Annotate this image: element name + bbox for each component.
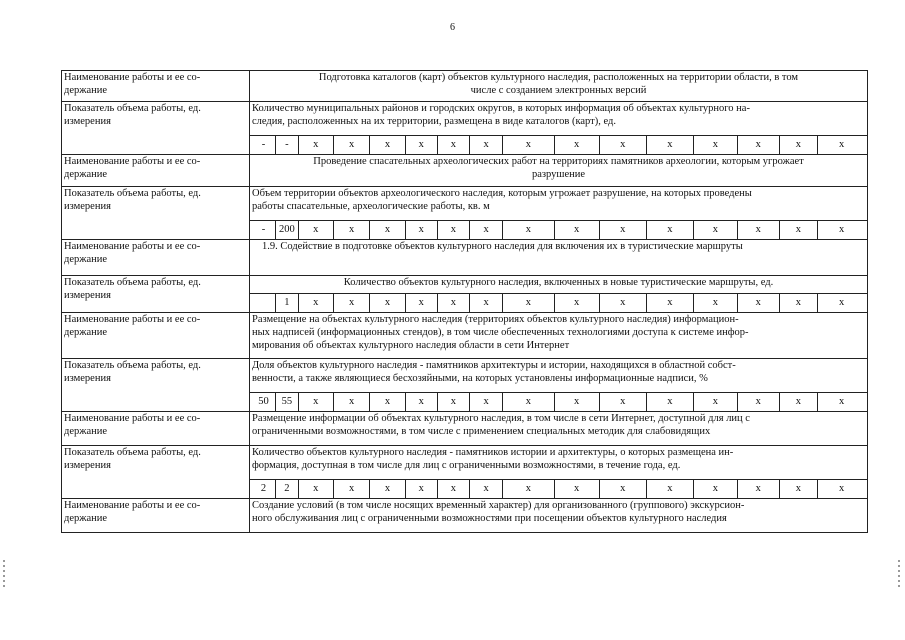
value-cell: x bbox=[298, 294, 333, 312]
indicator-row bbox=[62, 359, 868, 393]
value-cell: x bbox=[370, 393, 405, 411]
value-cell: x bbox=[503, 480, 554, 498]
page-number: 6 bbox=[450, 22, 455, 33]
value-cell: x bbox=[405, 294, 437, 312]
work-name-label: Наименование работы и ее со- держание bbox=[62, 71, 250, 102]
value-cell: 2 bbox=[260, 483, 267, 494]
value-cell: x bbox=[437, 221, 469, 239]
value-cell: x bbox=[818, 393, 865, 411]
work-name-row bbox=[62, 412, 868, 446]
value-cell: x bbox=[554, 480, 599, 498]
values-grid bbox=[252, 221, 865, 239]
value-cell bbox=[252, 294, 276, 312]
value-cell: x bbox=[779, 136, 818, 154]
work-name-content: Подготовка каталогов (карт) объектов культурного наследия, расположенных на территории области, в том числе с созданием электронных версий bbox=[250, 71, 868, 102]
value-cell: x bbox=[370, 480, 405, 498]
value-cell: x bbox=[693, 393, 737, 411]
work-name-row bbox=[62, 499, 868, 533]
table-body bbox=[62, 71, 868, 533]
value-cell: x bbox=[503, 221, 554, 239]
value-cell: x bbox=[818, 294, 865, 312]
values-cell-group bbox=[250, 221, 868, 240]
value-cell: x bbox=[737, 136, 779, 154]
value-cell: x bbox=[405, 480, 437, 498]
value-cell: x bbox=[693, 221, 737, 239]
right-margin-mark bbox=[898, 560, 900, 590]
value-cell: x bbox=[437, 294, 469, 312]
values-cell-group bbox=[250, 294, 868, 313]
value-cell: x bbox=[554, 393, 599, 411]
value-cell: x bbox=[818, 480, 865, 498]
value-cell: x bbox=[405, 393, 437, 411]
indicator-row bbox=[62, 276, 868, 294]
value-cell: 2 bbox=[276, 480, 299, 498]
value-cell: 50 bbox=[258, 396, 269, 407]
value-cell: x bbox=[333, 393, 369, 411]
value-cell: x bbox=[818, 221, 865, 239]
value-cell: x bbox=[370, 221, 405, 239]
value-cell: x bbox=[779, 480, 818, 498]
indicator-content: Объем территории объектов археологического наследия, которым угрожает разрушение, на которых проведены работы спасательные, археологические работы, кв. м bbox=[250, 187, 868, 221]
value-cell: x bbox=[469, 393, 502, 411]
indicator-content: Доля объектов культурного наследия - памятников архитектуры и истории, находящихся в областной собст- венности, а также являющиеся бесхозяйными, на которых установлены информационные надписи, % bbox=[250, 359, 868, 393]
value-cell: x bbox=[333, 480, 369, 498]
work-name-row bbox=[62, 71, 868, 102]
value-cell: 200 bbox=[276, 221, 299, 239]
value-cell: x bbox=[554, 136, 599, 154]
values-cell-group bbox=[250, 136, 868, 155]
value-cell: - bbox=[276, 136, 299, 154]
value-cell: x bbox=[469, 136, 502, 154]
indicator-label: Показатель объема работы, ед. измерения bbox=[62, 359, 250, 412]
value-cell: x bbox=[370, 294, 405, 312]
value-cell: x bbox=[599, 136, 646, 154]
indicator-content: Количество объектов культурного наследия, включенных в новые туристические маршруты, ед. bbox=[250, 276, 868, 294]
indicator-content: Количество муниципальных районов и городских округов, в которых информация об объектах культурного на- следия, расположенных на их территории, размещена в виде каталогов (карт), ед. bbox=[250, 102, 868, 136]
work-name-label: Наименование работы и ее со- держание bbox=[62, 499, 250, 533]
value-cell: x bbox=[646, 393, 693, 411]
value-cell: x bbox=[298, 136, 333, 154]
value-cell: x bbox=[469, 221, 502, 239]
value-cell: - bbox=[261, 139, 266, 150]
value-cell: x bbox=[646, 480, 693, 498]
value-cell: x bbox=[298, 480, 333, 498]
indicator-row bbox=[62, 187, 868, 221]
work-name-label: Наименование работы и ее со- держание bbox=[62, 412, 250, 446]
value-cell: x bbox=[469, 480, 502, 498]
indicator-content: Количество объектов культурного наследия - памятников истории и архитектуры, о которых размещена ин- формация, доступная в том числе для лиц с ограниченными возможностями, в течение года, ед. bbox=[250, 446, 868, 480]
value-cell: x bbox=[503, 294, 554, 312]
value-cell: x bbox=[370, 136, 405, 154]
value-cell: 55 bbox=[276, 393, 299, 411]
value-cell: x bbox=[737, 393, 779, 411]
value-cell: x bbox=[599, 393, 646, 411]
work-name-content: Размещение на объектах культурного наследия (территориях объектов культурного наследия) информацион- ных надписей (информационных стендов), в том числе обеспеченных технологиями доступа к системе инфор- мирования об объектах культурного наследия области в сети Интернет bbox=[250, 313, 868, 359]
value-cell: x bbox=[779, 393, 818, 411]
work-name-label: Наименование работы и ее со- держание bbox=[62, 313, 250, 359]
left-margin-mark bbox=[3, 560, 5, 590]
work-name-content: Проведение спасательных археологических работ на территориях памятников археологии, которым угрожает разрушение bbox=[250, 155, 868, 187]
indicator-row bbox=[62, 446, 868, 480]
value-cell: x bbox=[333, 294, 369, 312]
value-cell: x bbox=[469, 294, 502, 312]
value-cell: x bbox=[737, 480, 779, 498]
work-volume-table bbox=[61, 70, 868, 533]
value-cell: x bbox=[599, 480, 646, 498]
values-cell-group bbox=[250, 480, 868, 499]
value-cell: x bbox=[646, 221, 693, 239]
value-cell: x bbox=[693, 294, 737, 312]
indicator-label: Показатель объема работы, ед. измерения bbox=[62, 187, 250, 240]
values-cell-group bbox=[250, 393, 868, 412]
value-cell: x bbox=[599, 294, 646, 312]
value-cell: 1 bbox=[276, 294, 299, 312]
value-cell: x bbox=[298, 221, 333, 239]
value-cell: x bbox=[437, 480, 469, 498]
indicator-label: Показатель объема работы, ед. измерения bbox=[62, 102, 250, 155]
value-cell: x bbox=[779, 294, 818, 312]
work-name-row bbox=[62, 240, 868, 276]
value-cell: x bbox=[554, 294, 599, 312]
value-cell: x bbox=[818, 136, 865, 154]
value-cell: x bbox=[333, 221, 369, 239]
values-grid bbox=[252, 393, 865, 411]
value-cell: x bbox=[693, 480, 737, 498]
value-cell: x bbox=[779, 221, 818, 239]
value-cell: x bbox=[646, 136, 693, 154]
value-cell: x bbox=[737, 294, 779, 312]
value-cell: x bbox=[503, 136, 554, 154]
indicator-label: Показатель объема работы, ед. измерения bbox=[62, 276, 250, 313]
work-name-row bbox=[62, 155, 868, 187]
values-grid bbox=[252, 136, 865, 154]
value-cell: x bbox=[405, 136, 437, 154]
value-cell: x bbox=[554, 221, 599, 239]
value-cell: x bbox=[599, 221, 646, 239]
indicator-label: Показатель объема работы, ед. измерения bbox=[62, 446, 250, 499]
work-name-content: Размещение информации об объектах культурного наследия, в том числе в сети Интернет, доступной для лиц с ограниченными возможностями, в том числе с применением специальных методик для слабовидящих bbox=[250, 412, 868, 446]
value-cell: x bbox=[298, 393, 333, 411]
values-grid bbox=[252, 480, 865, 498]
value-cell: x bbox=[503, 393, 554, 411]
value-cell: x bbox=[437, 393, 469, 411]
values-grid bbox=[252, 294, 865, 312]
work-name-label: Наименование работы и ее со- держание bbox=[62, 155, 250, 187]
value-cell: x bbox=[737, 221, 779, 239]
work-name-content: Создание условий (в том числе носящих временный характер) для организованного (группового) экскурсион- ного обслуживания лиц с ограниченными возможностями при посещении объектов культурного наследия bbox=[250, 499, 868, 533]
work-name-row bbox=[62, 313, 868, 359]
value-cell: - bbox=[261, 224, 266, 235]
value-cell: x bbox=[646, 294, 693, 312]
value-cell: x bbox=[693, 136, 737, 154]
value-cell: x bbox=[333, 136, 369, 154]
value-cell: x bbox=[437, 136, 469, 154]
indicator-row bbox=[62, 102, 868, 136]
value-cell: x bbox=[405, 221, 437, 239]
work-name-label: Наименование работы и ее со- держание bbox=[62, 240, 250, 276]
work-name-content: 1.9. Содействие в подготовке объектов культурного наследия для включения их в туристические маршруты bbox=[250, 240, 868, 276]
